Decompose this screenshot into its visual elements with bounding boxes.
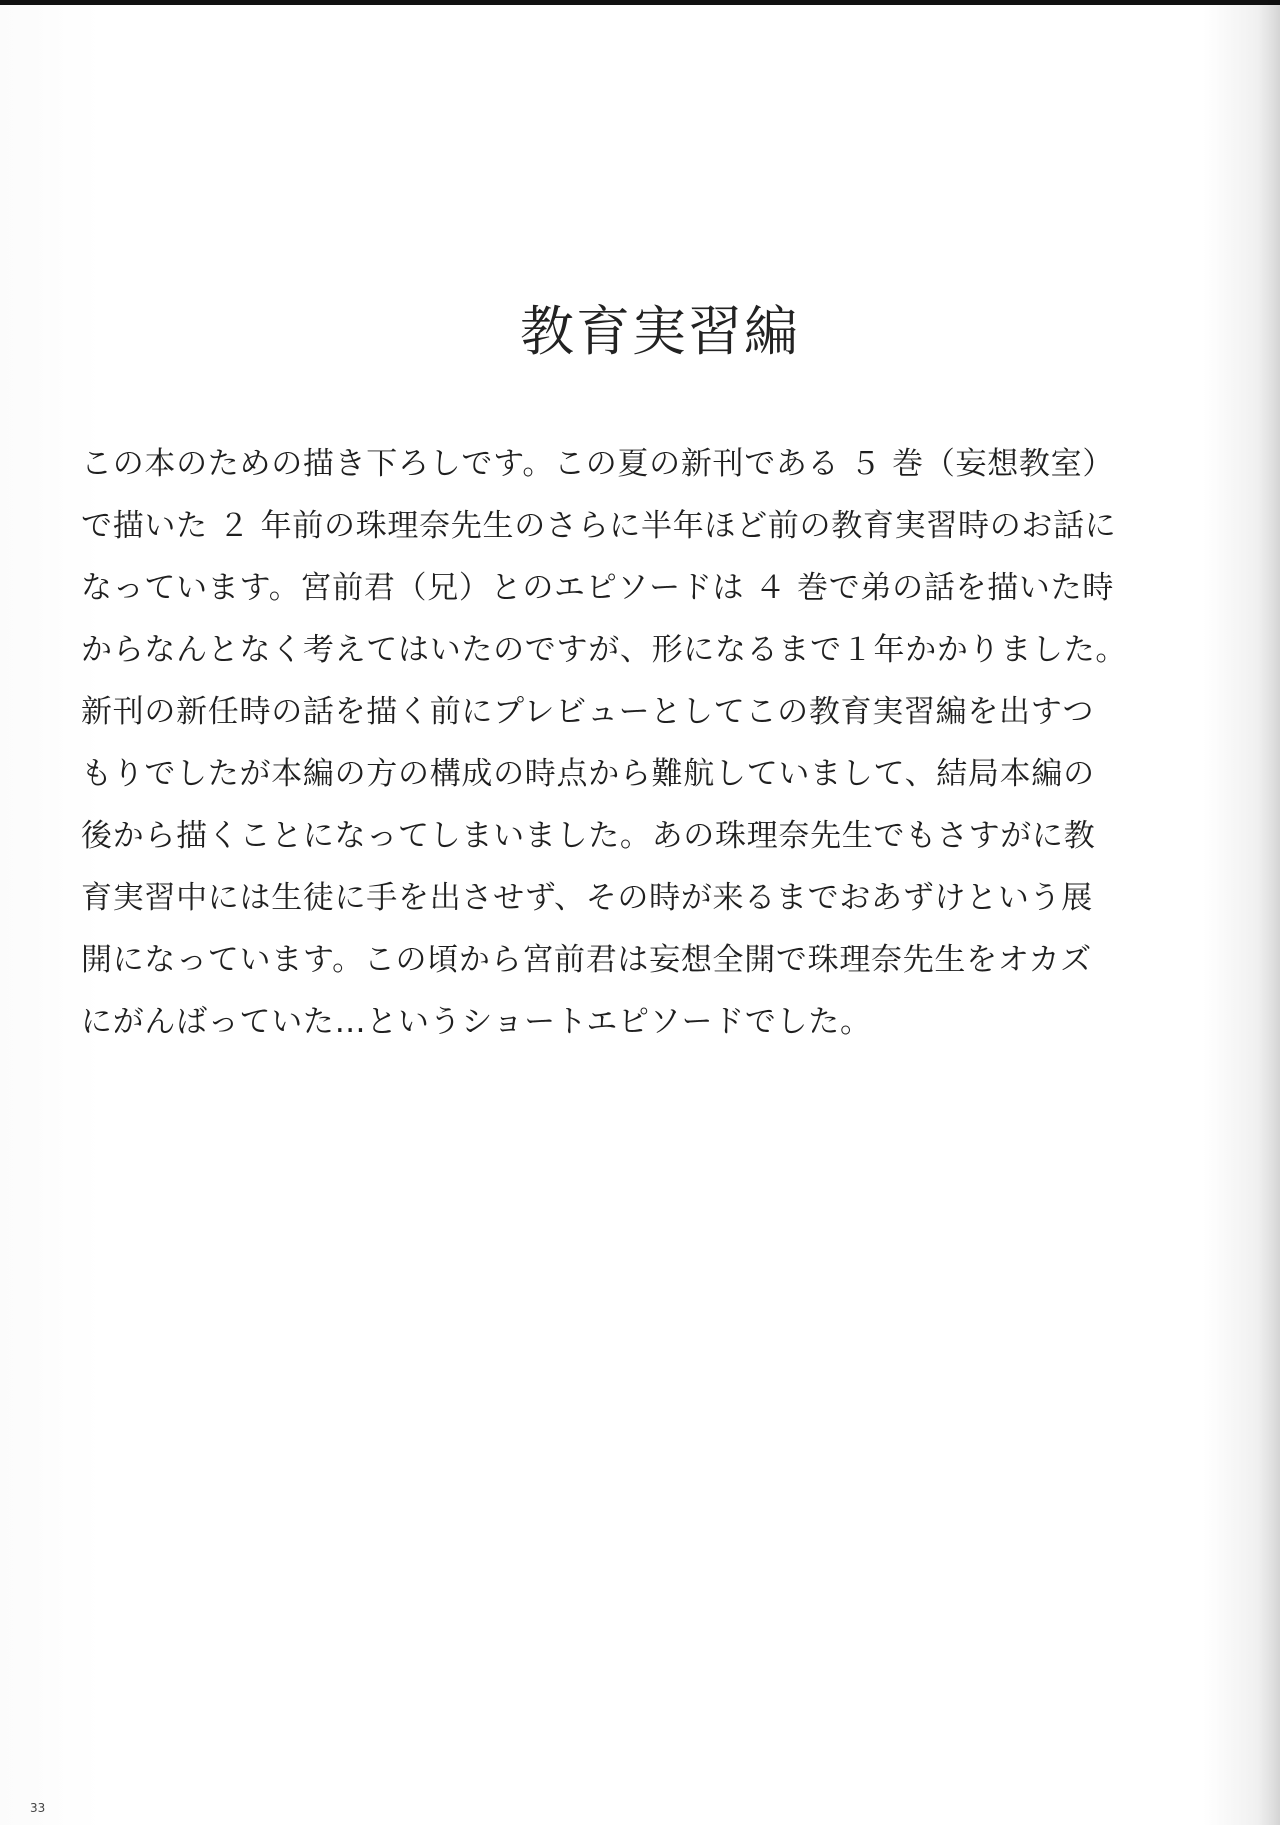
page-number: 33 [30, 1801, 46, 1815]
body-line: 育実習中には生徒に手を出させず、その時が来るまでおあずけという展 [81, 880, 1093, 916]
body-line: もりでしたが本編の方の構成の時点から難航していまして、結局本編の [81, 756, 1095, 792]
body-line: なっています。宮前君（兄）とのエピソードは ４ 巻で弟の話を描いた時 [81, 570, 1115, 606]
body-line: この本のための描き下ろしです。この夏の新刊である ５ 巻（妄想教室） [81, 446, 1115, 482]
page-gutter-shadow [1258, 0, 1280, 1825]
body-line: にがんばっていた…というショートエピソードでした。 [81, 1004, 872, 1040]
body-line: 開になっています。この頃から宮前君は妄想全開で珠理奈先生をオカズ [81, 942, 1092, 978]
body-line: 後から描くことになってしまいました。あの珠理奈先生でもさすがに教 [81, 818, 1096, 854]
body-text [81, 433, 1231, 1053]
page-top-edge [0, 0, 1280, 5]
body-line: 新刊の新任時の話を描く前にプレビューとしてこの教育実習編を出すつ [81, 694, 1095, 730]
body-line: からなんとなく考えてはいたのですが、形になるまで１年かかりました。 [81, 632, 1128, 668]
page-title: 教育実習編 [520, 300, 800, 363]
body-line: で描いた ２ 年前の珠理奈先生のさらに半年ほど前の教育実習時のお話に [81, 508, 1117, 544]
